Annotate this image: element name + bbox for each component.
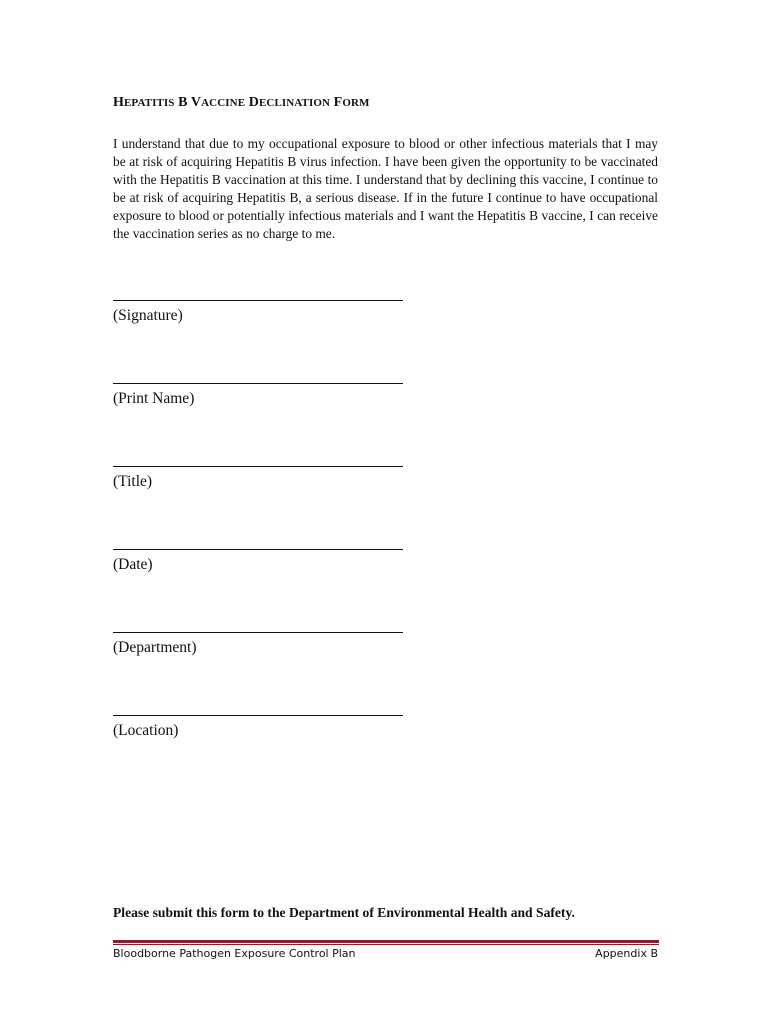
location-label: (Location) [113,722,179,739]
date-field [113,549,413,574]
title-smallcaps-epatitis: EPATITIS [124,97,175,109]
title-letter-f: F [333,95,343,110]
title-letter-h: H [113,95,124,110]
title-field [113,466,413,491]
signature-line[interactable] [113,300,403,301]
footer-rule [113,940,659,943]
print-name-label: (Print Name) [113,390,195,407]
title-label: (Title) [113,473,153,490]
print-name-field [113,383,413,408]
department-label: (Department) [113,639,197,656]
department-field [113,632,413,657]
date-label: (Date) [113,556,153,573]
location-line[interactable] [113,715,403,716]
title-smallcaps-accine: ACCINE [201,97,246,109]
print-name-line[interactable] [113,383,403,384]
date-line[interactable] [113,549,403,550]
title-letter-b: B [174,95,191,110]
signature-field [113,300,413,325]
title-letter-v: V [190,95,202,110]
form-title [113,95,370,111]
declination-statement: I understand that due to my occupational exposure to blood or other infectious materials that I may be at risk of acquiring Hepatitis B virus infection. I have been given the opportunity to be vaccinated with the Hepatitis B vaccination at this time. I understand that by declining this vaccine, I continue to be at risk of acquiring Hepatitis B, a serious disease. If in the future I continue to have occupational exposure to blood or potentially infectious materials and I want the Hepatitis B vaccine, I can receive the vaccination series as no charge to me. [113,136,658,241]
footer-appendix-label: Appendix B [595,947,658,960]
footer-document-title: Bloodborne Pathogen Exposure Control Plan [113,947,356,960]
signature-label: (Signature) [113,307,183,324]
submit-instructions: Please submit this form to the Department of Environmental Health and Safety. [113,905,575,920]
title-smallcaps-eclination: ECLINATION [258,97,331,109]
title-line[interactable] [113,466,403,467]
department-line[interactable] [113,632,403,633]
footer-rule-thin [113,944,659,945]
title-letter-d: D [248,95,259,110]
location-field [113,715,413,740]
title-smallcaps-orm: ORM [342,97,370,109]
